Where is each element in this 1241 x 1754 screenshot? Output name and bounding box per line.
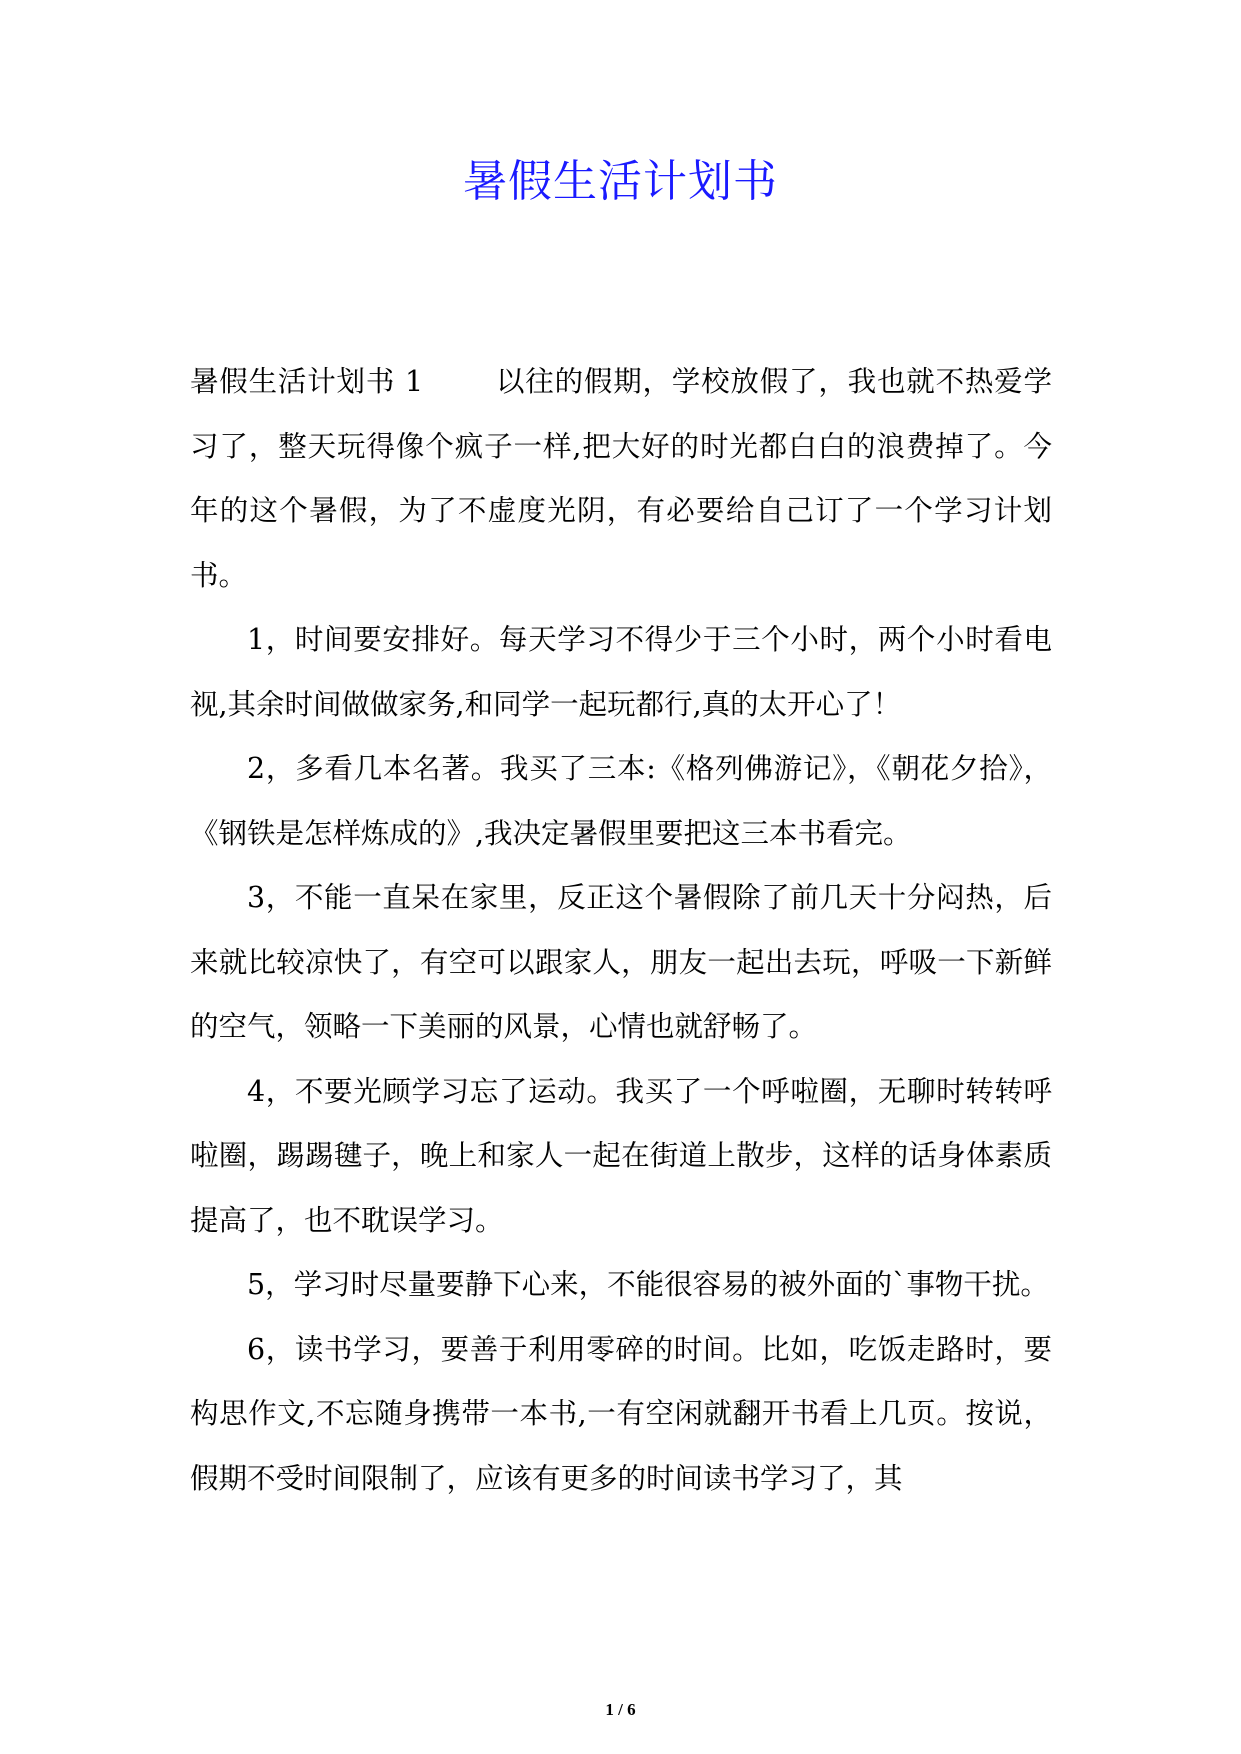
page-number: 1 / 6	[605, 1700, 636, 1719]
lead-paragraph	[190, 350, 1052, 608]
paragraph-1: 1，时间要安排好。每天学习不得少于三个小时，两个小时看电视,其余时间做做家务,和同学一起玩都行,真的太开心了！	[190, 623, 1052, 721]
lead-heading: 暑假生活计划书 1	[190, 365, 424, 398]
paragraph-2: 2，多看几本名著。我买了三本:《格列佛游记》，《朝花夕拾》，《钢铁是怎样炼成的》,我决定暑假里要把这三本书看完。	[190, 752, 1052, 850]
document-title: 暑假生活计划书	[463, 156, 778, 207]
paragraph-3: 3，不能一直呆在家里，反正这个暑假除了前几天十分闷热，后来就比较凉快了，有空可以跟家人，朋友一起出去玩，呼吸一下新鲜的空气，领略一下美丽的风景，心情也就舒畅了。	[190, 881, 1052, 1043]
paragraph-4: 4，不要光顾学习忘了运动。我买了一个呼啦圈，无聊时转转呼啦圈，踢踢毽子，晚上和家人一起在街道上散步，这样的话身体素质提高了，也不耽误学习。	[190, 1074, 1052, 1237]
paragraph-6: 6，读书学习，要善于利用零碎的时间。比如，吃饭走路时，要构思作文,不忘随身携带一本书,一有空闲就翻开书看上几页。按说，假期不受时间限制了，应该有更多的时间读书学习了，其	[190, 1332, 1052, 1495]
lead-text: 以往的假期，学校放假了，我也就不热爱学习了，整天玩得像个疯子一样,把大好的时光都白白的浪费掉了。今年的这个暑假，为了不虚度光阴，有必要给自己订了一个学习计划书。	[190, 365, 1052, 592]
document-body	[190, 350, 1052, 1511]
paragraph-5: 5，学习时尽量要静下心来，不能很容易的被外面的`事物干扰。	[247, 1268, 1049, 1301]
